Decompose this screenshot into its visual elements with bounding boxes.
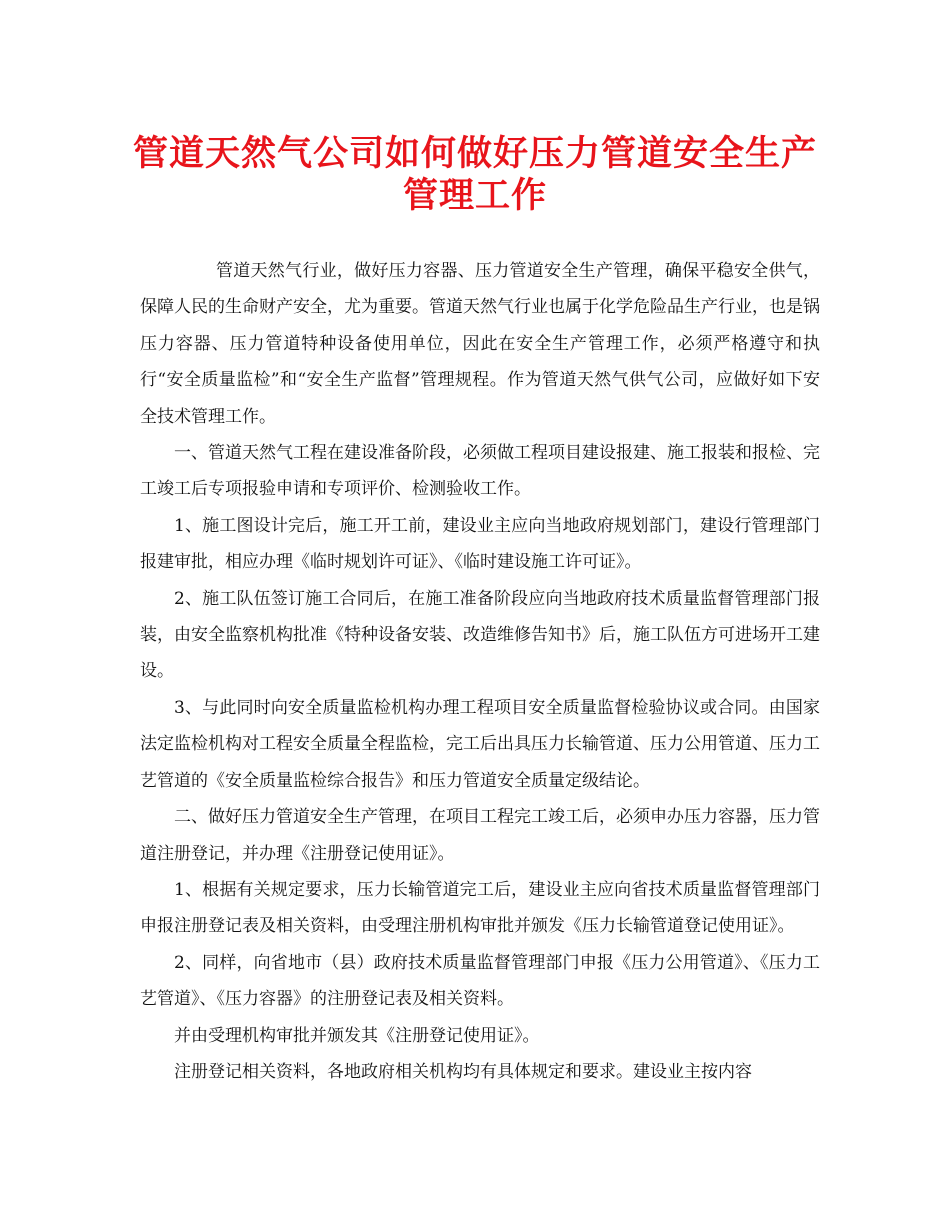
document-title-line-1: 管道天然气公司如何做好压力管道安全生产 <box>132 133 817 174</box>
paragraph-section-1-item-1: 1、施工图设计完后，施工开工前，建设业主应向当地政府规划部门，建设行管理部门报建审批，相应办理《临时规划许可证》、《临时建设施工许可证》。 <box>140 515 820 573</box>
paragraph-section-1-item-3: 3、与此同时向安全质量监检机构办理工程项目安全质量监督检验协议或合同。由国家法定监检机构对工程安全质量全程监检，完工后出具压力长输管道、压力公用管道、压力工艺管道的《安全质量监检综合报告》和压力管道安全质量定级结论。 <box>140 697 820 791</box>
paragraph-section-1: 一、管道天然气工程在建设准备阶段，必须做工程项目建设报建、施工报装和报检、完工竣工后专项报验申请和专项评价、检测验收工作。 <box>140 443 820 500</box>
document-body <box>140 253 820 1090</box>
paragraph-registration-materials: 注册登记相关资料，各地政府相关机构均有具体规定和要求。建设业主按内容 <box>174 1061 752 1082</box>
paragraph-section-2-item-2: 2、同样，向省地市（县）政府技术质量监督管理部门申报《压力公用管道》、《压力工艺管道》、《压力容器》的注册登记表及相关资料。 <box>140 952 820 1010</box>
paragraph-intro: 管道天然气行业，做好压力容器、压力管道安全生产管理，确保平稳安全供气，保障人民的生命财产安全，尤为重要。管道天然气行业也属于化学危险品生产行业，也是锅压力容器、压力管道特种设备使用单位，因此在安全生产管理工作，必须严格遵守和执行“安全质量监检”和“安全生产监督”管理规程。作为管道天然气供气公司，应做好如下安全技术管理工作。 <box>140 261 820 427</box>
document-title-line-2: 管理工作 <box>402 175 547 216</box>
paragraph-section-1-item-2: 2、施工队伍签订施工合同后，在施工准备阶段应向当地政府技术质量监督管理部门报装，由安全监察机构批准《特种设备安装、改造维修告知书》后，施工队伍方可进场开工建设。 <box>140 588 820 682</box>
paragraph-section-2-item-2-cont: 并由受理机构审批并颁发其《注册登记使用证》。 <box>174 1025 540 1046</box>
paragraph-section-2: 二、做好压力管道安全生产管理，在项目工程完工竣工后，必须申办压力容器，压力管道注册登记，并办理《注册登记使用证》。 <box>140 807 820 864</box>
paragraph-section-2-item-1: 1、根据有关规定要求，压力长输管道完工后，建设业主应向省技术质量监督管理部门申报注册登记表及相关资料，由受理注册机构审批并颁发《压力长输管道登记使用证》。 <box>140 879 820 937</box>
